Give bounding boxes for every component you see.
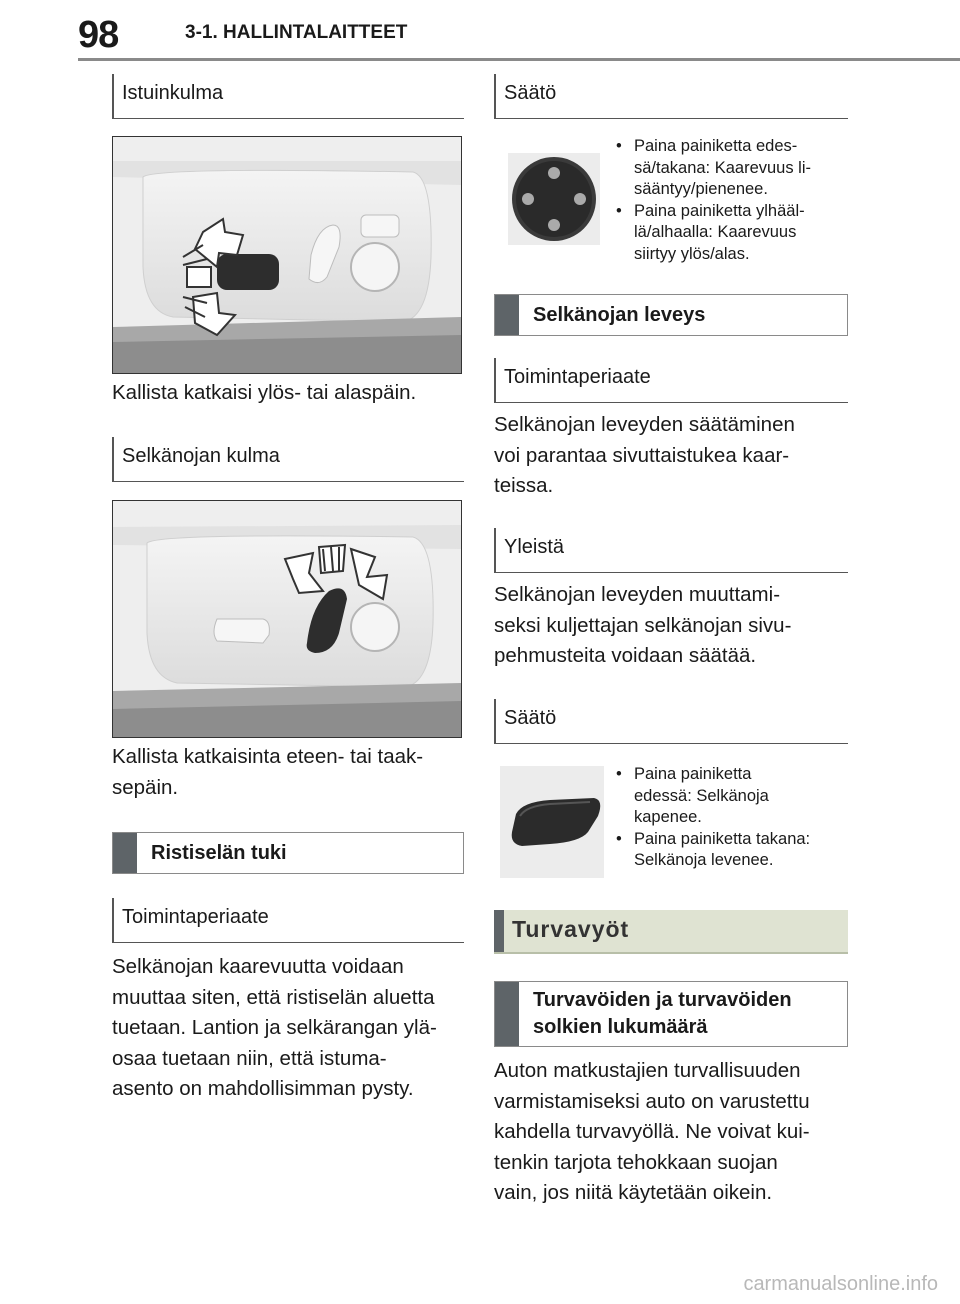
heading-text: Istuinkulma (122, 82, 224, 104)
heading-text: Toimintaperiaate (122, 906, 269, 928)
bullet-item: • Paina painiketta takana: Selkänoja levenee. (612, 829, 848, 872)
heading-bar (113, 833, 137, 873)
backrest-angle-figure (112, 500, 462, 738)
heading-toimintaperiaate-right (494, 358, 848, 403)
heading-text: Ristiselän tuki (151, 842, 287, 864)
heading-saato-1 (494, 74, 848, 119)
lumbar-figure (508, 153, 600, 245)
heading-text: Turvavöiden ja turvavöiden solkien lukumäärä (533, 989, 792, 1038)
heading-text: Selkänojan kulma (122, 445, 280, 467)
heading-saato-2 (494, 699, 848, 744)
side-bolster-button-icon (500, 766, 604, 878)
heading-yleista (494, 528, 848, 573)
heading-text: Yleistä (504, 536, 565, 558)
heading-text: Turvavyöt (512, 916, 630, 942)
bullet-item: • Paina painiketta edes- sä/takana: Kaarevuus li- sääntyy/pienenee. (612, 136, 848, 201)
paragraph-istuinkulma: Kallista katkaisi ylös- tai alaspäin. (112, 381, 417, 404)
heading-turvavoiden-lukumaara (494, 981, 848, 1047)
heading-text: Säätö (504, 82, 557, 104)
heading-toimintaperiaate-left (112, 898, 464, 943)
heading-istuinkulma (112, 74, 464, 119)
heading-turvavyot (494, 910, 848, 954)
heading-bar (495, 295, 519, 335)
heading-selkanojan-kulma (112, 437, 464, 482)
page-number: 98 (78, 14, 119, 56)
paragraph-turvavyot: Auton matkustajien turvallisuuden varmistamiseksi auto on varustettu kahdella turvavyöllä. Ne voivat kui- tenkin tarjota tehokkaan suojan vain, jos niitä käytetään oikein. (494, 1059, 810, 1204)
heading-text: Toimintaperiaate (504, 366, 651, 388)
heading-bar (495, 982, 519, 1046)
paragraph-toimintaperiaate: Selkänojan leveyden säätäminen voi parantaa sivuttaistukea kaar- teissa. (494, 413, 795, 497)
heading-ristiselan-tuki (112, 832, 464, 874)
heading-text: Säätö (504, 707, 557, 729)
bullet-item: • Paina painiketta ylhääl- lä/alhaalla: Kaarevuus siirtyy ylös/alas. (612, 201, 848, 266)
heading-selkanojan-leveys (494, 294, 848, 336)
chapter-title: 3-1. HALLINTALAITTEET (185, 22, 408, 43)
seat-tilt-control-icon (113, 137, 461, 373)
watermark: carmanualsonline.info (743, 1273, 938, 1295)
saato-1-bullets (612, 136, 848, 265)
seat-tilt-figure (112, 136, 462, 374)
heading-bar (494, 910, 504, 952)
bolster-figure (500, 766, 604, 878)
paragraph-yleista: Selkänojan leveyden muuttami- seksi kuljettajan selkänojan sivu- pehmusteita voidaan säätää. (494, 583, 792, 667)
paragraph-selkanojan-kulma: Kallista katkaisinta eteen- tai taak- sepäin. (112, 745, 424, 799)
saato-2-bullets (612, 764, 848, 872)
header-rule (78, 58, 960, 61)
heading-text: Selkänojan leveys (533, 304, 706, 326)
lumbar-support-button-icon (508, 153, 600, 245)
bullet-item: • Paina painiketta edessä: Selkänoja kapenee. (612, 764, 848, 829)
page-header (0, 0, 960, 64)
backrest-angle-control-icon (113, 501, 461, 737)
paragraph-ristiselka: Selkänojan kaarevuutta voidaan muuttaa siten, että ristiselän aluetta tuetaan. Lantion ja selkärangan ylä- osaa tuetaan niin, että istuma- asento on mahdollisimman pysty. (112, 955, 437, 1100)
